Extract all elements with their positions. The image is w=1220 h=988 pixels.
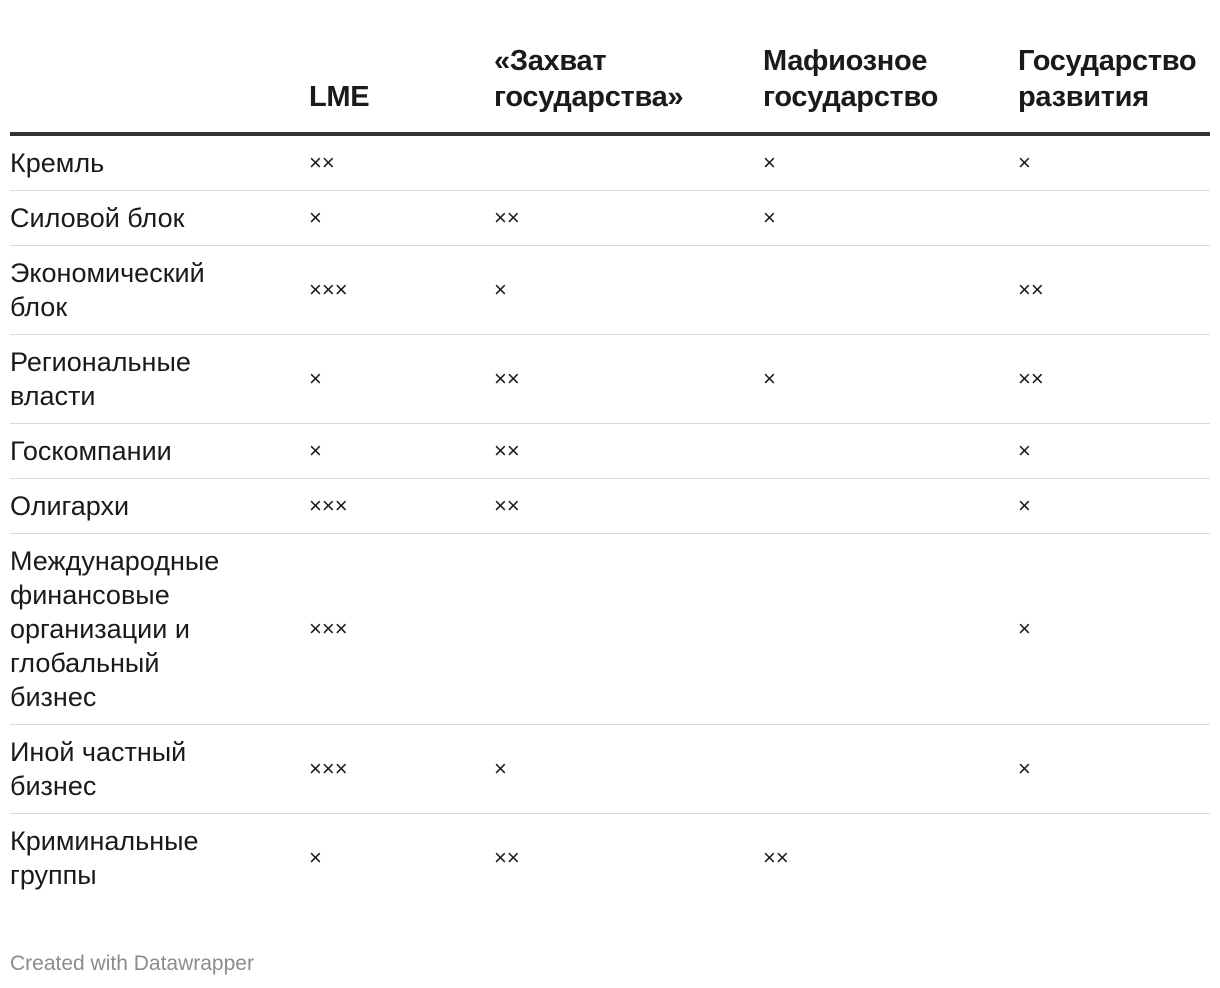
- table-cell-mark: ×: [763, 335, 1018, 424]
- table-row: [10, 191, 1210, 246]
- table-cell-mark: ×: [763, 134, 1018, 191]
- row-label: Экономический блок: [10, 246, 309, 335]
- table-cell-mark: ××: [309, 134, 494, 191]
- table-row: [10, 424, 1210, 479]
- table-cell-mark: ××: [494, 424, 763, 479]
- table-cell-mark: [763, 246, 1018, 335]
- table-cell-mark: ×: [309, 845, 322, 870]
- table-cell-mark: [763, 479, 1018, 534]
- table-cell-mark: ×: [1018, 134, 1210, 191]
- table-cell-mark: [1018, 814, 1210, 903]
- table-row: [10, 134, 1210, 191]
- table-cell-mark: ×××: [309, 479, 494, 534]
- column-header-line: LME: [309, 81, 370, 113]
- table-cell-mark: ××: [494, 191, 763, 246]
- row-label: Криминальные группы: [10, 826, 199, 890]
- table-header: [10, 0, 1210, 134]
- column-header-line: Государство: [1018, 45, 1197, 77]
- table-cell-mark: ×: [309, 335, 494, 424]
- table-row: [10, 246, 1210, 335]
- table-cell-mark: ××: [494, 479, 763, 534]
- table-cell-mark: ××: [1018, 246, 1210, 335]
- row-label: Силовой блок: [10, 191, 309, 246]
- column-header-line: развития: [1018, 81, 1149, 113]
- row-label: Олигархи: [10, 479, 309, 534]
- header-row: [10, 0, 1210, 134]
- table-cell-mark: [763, 534, 1018, 725]
- table-row: [10, 725, 1210, 814]
- table-cell-mark: [763, 424, 1018, 479]
- column-header-line: государство: [763, 81, 939, 113]
- table-cell-mark: ×××: [309, 246, 494, 335]
- row-label: Кремль: [10, 134, 309, 191]
- column-header-2: [494, 0, 763, 134]
- column-header-1: [309, 0, 494, 134]
- table-cell-mark: ××: [494, 845, 520, 870]
- table-cell-mark: ×: [494, 725, 763, 814]
- table-row: [10, 479, 1210, 534]
- table-cell-mark: ××: [494, 335, 763, 424]
- table-cell-mark: [1018, 191, 1210, 246]
- table-row: [10, 814, 1210, 903]
- column-header-3: [763, 0, 1018, 134]
- column-header-line: Мафиозное: [763, 45, 928, 77]
- table-cell-mark: ×: [1018, 725, 1210, 814]
- row-label: Иной частный бизнес: [10, 725, 309, 814]
- table-cell-mark: ×: [494, 246, 763, 335]
- table-row: [10, 534, 1210, 725]
- table-cell-mark: ×: [309, 191, 494, 246]
- table-body: [10, 134, 1210, 902]
- datawrapper-credit: Created with Datawrapper: [10, 952, 254, 975]
- row-label: Международные финансовые организации и глобальный бизнес: [10, 534, 309, 725]
- table-cell-mark: ×××: [309, 725, 494, 814]
- table-cell-mark: ×××: [309, 534, 494, 725]
- row-label: Госкомпании: [10, 424, 309, 479]
- column-header-4: [1018, 0, 1210, 134]
- header-cell-empty: [10, 0, 309, 134]
- table-row: [10, 335, 1210, 424]
- data-table: [10, 0, 1210, 902]
- table-cell-mark: [763, 725, 1018, 814]
- table-cell-mark: [494, 134, 763, 191]
- table-cell-mark: ×: [309, 424, 494, 479]
- column-header-line: «Захват: [494, 45, 607, 77]
- table-cell-mark: ×: [1018, 479, 1210, 534]
- table-cell-mark: ×: [763, 191, 1018, 246]
- datawrapper-table-container: [10, 0, 1210, 902]
- table-cell-mark: ××: [1018, 335, 1210, 424]
- column-header-line: государства»: [494, 81, 684, 113]
- table-cell-mark: ××: [763, 845, 789, 870]
- table-cell-mark: ×: [1018, 534, 1210, 725]
- row-label: Региональные власти: [10, 335, 309, 424]
- table-cell-mark: [494, 534, 763, 725]
- table-cell-mark: ×: [1018, 424, 1210, 479]
